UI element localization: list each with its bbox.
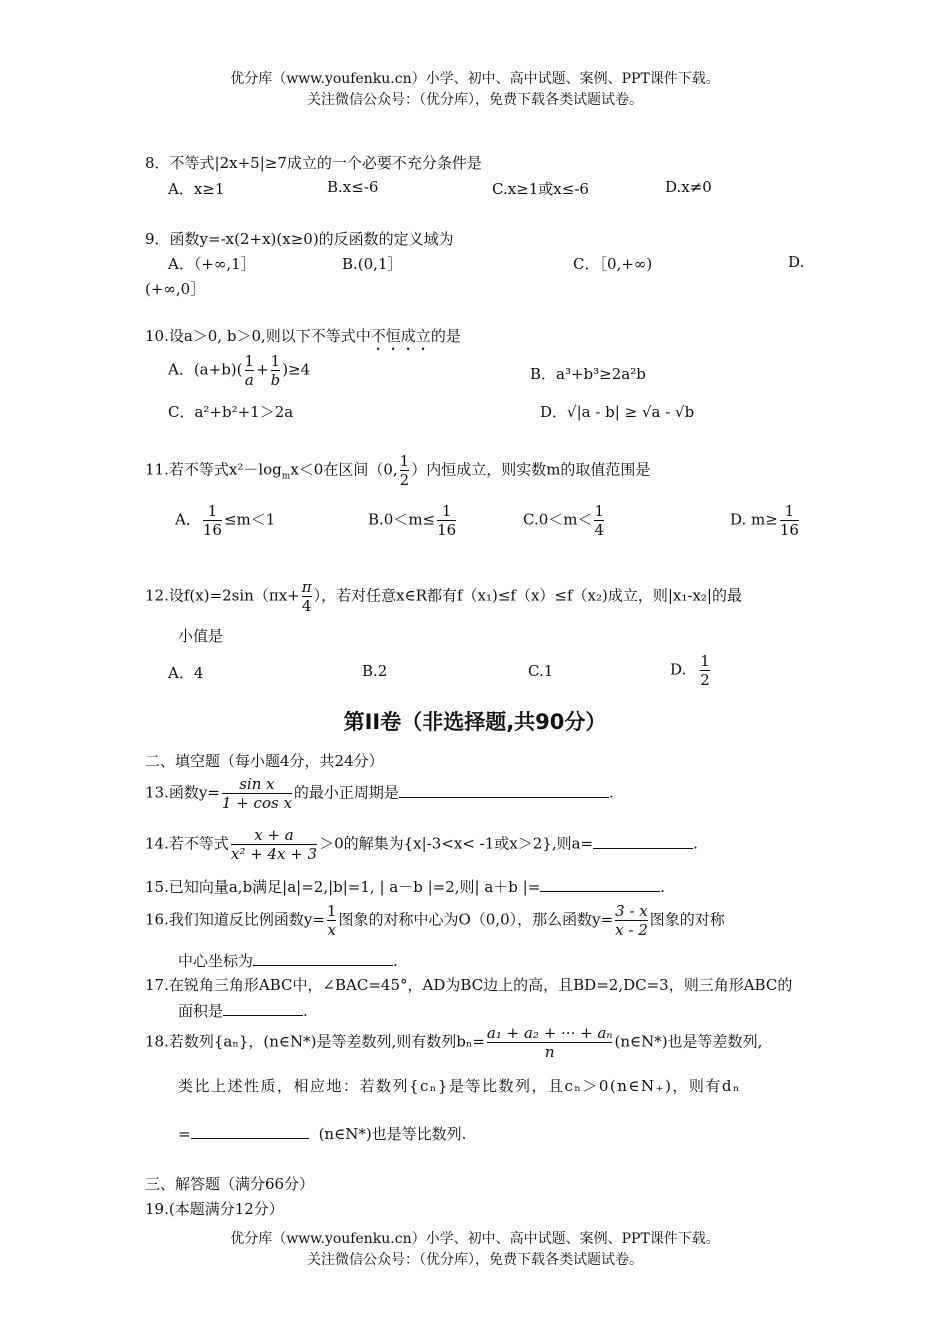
q17-line-2 <box>178 1000 308 1021</box>
q18-den: n <box>487 1042 613 1061</box>
q18-line-3 <box>178 1123 466 1144</box>
q10-a-fraction-2 <box>271 352 281 389</box>
q11-a-prefix: A． <box>175 510 201 529</box>
q15-end: . <box>660 878 666 896</box>
q11-a-den: 16 <box>202 521 222 539</box>
q10-a-f1-den: a <box>244 371 254 389</box>
q10-option-a <box>168 352 310 389</box>
q15-answer-blank[interactable] <box>540 877 660 892</box>
q13-answer-blank[interactable] <box>399 783 609 798</box>
q8-option-d: D.x≠0 <box>665 178 712 196</box>
q18-prefix: 18.若数列{aₙ}，(n∈N*)是等差数列,则有数列bₙ= <box>145 1032 485 1051</box>
q12-stem <box>145 578 742 615</box>
q18-suffix: (n∈N*)也是等差数列, <box>614 1032 763 1051</box>
q11-b-den: 16 <box>437 521 457 539</box>
q16-f1-num: 1 <box>326 902 337 920</box>
header-line-2: 关注微信公众号：（优分库），免费下载各类试题试卷。 <box>307 92 643 108</box>
q13-end: . <box>608 783 614 802</box>
q9-option-d: D. <box>788 253 805 271</box>
question-14 <box>145 826 698 863</box>
q12-stem-b: ），若对任意x∈R都有f（x₁)≤f（x）≤f（x₂)成立，则|x₁-x₂|的最 <box>313 586 742 605</box>
q12-frac-den: 4 <box>301 597 312 615</box>
q16-line2-text: 中心坐标为 <box>178 952 254 970</box>
q11-b-prefix: B.0＜m≤ <box>368 510 436 529</box>
q10-a-f1-num: 1 <box>244 352 255 370</box>
q11-c-fraction <box>594 502 604 539</box>
q9-option-a: A．（+∞,1］ <box>168 255 256 273</box>
q11-d-den: 16 <box>779 521 799 539</box>
q13-num: sin x <box>239 775 275 793</box>
q14-end: . <box>693 834 698 853</box>
q11-option-d <box>730 502 801 539</box>
footer-line-1: 优分库（www.youfenku.cn）小学、初中、高中试题、案例、PPT课件下载。 <box>230 1231 720 1247</box>
q13-den: 1 + cos x <box>221 794 292 812</box>
q11-option-a <box>175 502 275 539</box>
question-18 <box>145 1024 762 1061</box>
q18-answer-blank[interactable] <box>191 1124 309 1139</box>
q10-a-fraction-1 <box>245 352 255 389</box>
part-2-title: 第II卷（非选择题,共90分） <box>343 710 607 734</box>
q12-d-fraction <box>700 652 710 689</box>
q15-text: 15.已知向量a,b满足|a|=2,|b|=1, | a－b |=2,则| a＋b |= <box>145 878 541 896</box>
q11-interval-den: 2 <box>399 471 410 489</box>
q11-stem-b: x＜0在区间（0, <box>290 460 398 479</box>
question-15 <box>145 876 665 897</box>
q14-answer-blank[interactable] <box>593 834 693 849</box>
q12-option-b: B.2 <box>362 662 388 680</box>
q11-interval-fraction <box>400 452 410 489</box>
q11-option-b <box>368 502 458 539</box>
q12-d-den: 2 <box>700 671 710 689</box>
q8-stem: 8．不等式|2x+5|≥7成立的一个必要不充分条件是 <box>145 154 482 172</box>
q13-suffix: 的最小正周期是 <box>293 783 399 802</box>
q17-line-1: 17.在锐角三角形ABC中，∠BAC=45°，AD为BC边上的高，且BD=2,DC=3，则三角形ABC的 <box>145 976 793 994</box>
q10-stem <box>145 325 461 354</box>
q8-option-b: B.x≤-6 <box>327 178 379 196</box>
header-line-1: 优分库（www.youfenku.cn）小学、初中、高中试题、案例、PPT课件下载。 <box>230 71 720 87</box>
q12-stem-c: 小值是 <box>178 627 224 645</box>
q11-interval-num: 1 <box>399 452 410 470</box>
q18-line3-prefix: = <box>178 1125 191 1143</box>
q12-stem-a: 12.设f(x)=2sin（πx+ <box>145 586 300 605</box>
q11-b-fraction <box>437 502 456 539</box>
q10-option-c: C．a²+b²+1＞2a <box>168 403 294 421</box>
q16-f1-den: x <box>327 921 336 939</box>
q14-suffix: ＞0的解集为{x|-3<x< -1或x＞2},则a= <box>319 834 594 853</box>
q10-stem-a: 10.设a＞0, b＞0,则以下不等式中 <box>145 327 371 345</box>
q11-a-fraction <box>203 502 222 539</box>
q16-middle: 图象的对称中心为O（0,0），那么函数y= <box>338 910 614 929</box>
q17-line2-text: 面积是 <box>178 1002 224 1020</box>
q12-d-prefix: D. <box>670 660 687 679</box>
q11-stem-c: ）内恒成立，则实数m的取值范围是 <box>411 460 651 479</box>
q18-fraction <box>487 1024 613 1061</box>
q16-suffix: 图象的对称 <box>649 910 725 929</box>
q14-prefix: 14.若不等式 <box>145 834 229 853</box>
q16-line-2 <box>178 950 398 971</box>
q18-line-2: 类比上述性质，相应地：若数列{cₙ}是等比数列，且cₙ＞0(n∈N₊)，则有dₙ <box>178 1077 742 1095</box>
q10-stem-emphasis: 不恒成立 <box>370 327 431 345</box>
q11-d-fraction <box>780 502 799 539</box>
q17-answer-blank[interactable] <box>223 1001 303 1016</box>
q12-frac-num: π <box>301 578 312 596</box>
q16-prefix: 16.我们知道反比例函数y= <box>145 910 325 929</box>
q12-option-c: C.1 <box>528 662 554 680</box>
q9-option-d-continued: (+∞,0］ <box>145 280 206 298</box>
q11-a-num: 1 <box>207 502 218 520</box>
footer-line-2: 关注微信公众号：（优分库），免费下载各类试题试卷。 <box>307 1252 643 1268</box>
q16-f2-den: x - 2 <box>615 921 648 939</box>
q11-c-num: 1 <box>594 502 605 520</box>
q10-option-d: D．√|a - b| ≥ √a - √b <box>540 403 695 421</box>
q16-fraction-2 <box>615 902 648 939</box>
q11-a-suffix: ≤m＜1 <box>223 510 276 529</box>
q9-stem: 9．函数y=-x(2+x)(x≥0)的反函数的定义域为 <box>145 230 454 248</box>
q11-option-c <box>523 502 606 539</box>
q11-log-base: m <box>281 471 291 482</box>
answer-section-title: 三、解答题（满分66分） <box>145 1175 315 1193</box>
q11-b-num: 1 <box>441 502 452 520</box>
q10-a-f2-num: 1 <box>270 352 281 370</box>
fill-in-section-title: 二、填空题（每小题4分，共24分） <box>145 752 384 770</box>
q14-fraction <box>231 826 317 863</box>
q9-option-c: C．［0,+∞) <box>573 255 653 273</box>
q11-c-den: 4 <box>594 521 605 539</box>
q13-fraction <box>222 775 292 812</box>
q10-a-suffix: )≥4 <box>282 360 311 379</box>
question-16 <box>145 902 725 939</box>
q12-fraction <box>302 578 312 615</box>
q16-end: . <box>393 952 398 970</box>
q9-option-b: B.(0,1］ <box>342 255 403 273</box>
q10-a-f2-den: b <box>270 371 281 389</box>
q11-stem-a: 11.若不等式x²－log <box>145 460 282 479</box>
q14-num: x + a <box>254 826 294 844</box>
q12-d-num: 1 <box>700 652 710 670</box>
question-13 <box>145 775 614 812</box>
q18-num: a₁ + a₂ + ··· + aₙ <box>486 1024 613 1042</box>
q11-d-prefix: D. m≥ <box>730 510 778 529</box>
q16-fraction-1 <box>327 902 337 939</box>
q11-stem <box>145 452 650 489</box>
q16-answer-blank[interactable] <box>253 951 393 966</box>
q14-den: x² + 4x + 3 <box>230 845 318 863</box>
q10-option-b: B．a³+b³≥2a²b <box>530 365 646 383</box>
q10-stem-b: 的是 <box>430 327 461 345</box>
q17-end: . <box>303 1002 308 1020</box>
q18-line3-suffix: (n∈N*)也是等比数列. <box>318 1125 467 1143</box>
question-19: 19.(本题满分12分） <box>145 1200 284 1218</box>
q11-d-num: 1 <box>784 502 795 520</box>
q13-prefix: 13.函数y= <box>145 783 220 802</box>
q16-f2-num: 3 - x <box>615 902 648 920</box>
q11-c-prefix: C.0＜m＜ <box>523 510 593 529</box>
q10-a-prefix: A．(a+b)( <box>168 360 243 379</box>
q10-a-plus: + <box>256 360 269 379</box>
q8-option-c: C.x≥1或x≤-6 <box>492 180 589 198</box>
q12-option-a: A．4 <box>168 664 204 682</box>
q8-option-a: A．x≥1 <box>168 180 225 198</box>
q12-option-d <box>670 652 712 689</box>
